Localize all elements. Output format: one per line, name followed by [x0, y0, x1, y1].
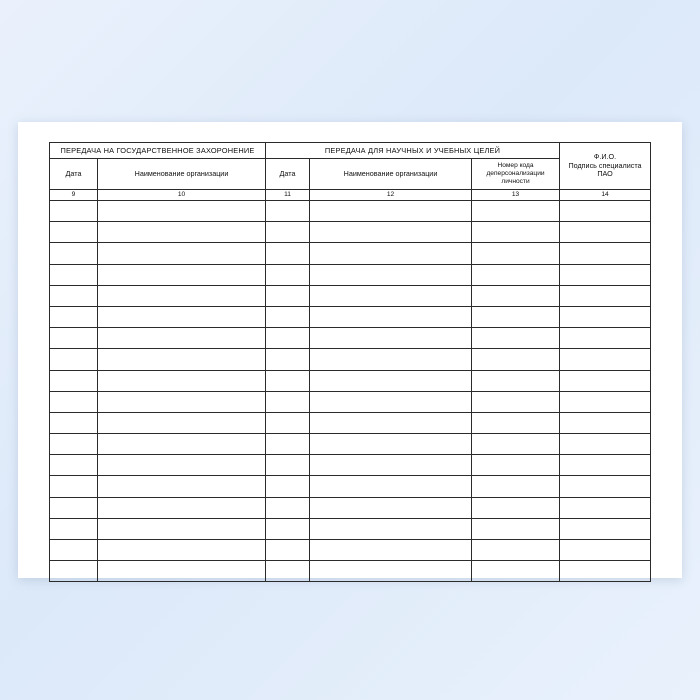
column-number-11: 11: [266, 190, 310, 201]
table-cell[interactable]: [472, 243, 560, 264]
table-cell[interactable]: [50, 243, 98, 264]
table-cell[interactable]: [472, 540, 560, 561]
table-cell[interactable]: [560, 201, 651, 222]
table-cell[interactable]: [98, 306, 266, 327]
table-row[interactable]: [50, 518, 651, 539]
registry-table: [49, 142, 651, 582]
table-cell[interactable]: [472, 497, 560, 518]
table-cell[interactable]: [50, 518, 98, 539]
table-cell[interactable]: [98, 243, 266, 264]
table-cell[interactable]: [50, 540, 98, 561]
table-cell[interactable]: [310, 412, 472, 433]
table-cell[interactable]: [50, 476, 98, 497]
table-cell[interactable]: [310, 434, 472, 455]
table-cell[interactable]: [560, 561, 651, 582]
table-cell[interactable]: [50, 412, 98, 433]
table-cell[interactable]: [560, 328, 651, 349]
column-number-10: 10: [98, 190, 266, 201]
table-cell[interactable]: [50, 201, 98, 222]
group-header-scientific-use: ПЕРЕДАЧА ДЛЯ НАУЧНЫХ И УЧЕБНЫХ ЦЕЛЕЙ: [266, 143, 560, 159]
table-cell[interactable]: [310, 561, 472, 582]
table-cell[interactable]: [98, 285, 266, 306]
table-row[interactable]: [50, 412, 651, 433]
table-row[interactable]: [50, 201, 651, 222]
table-cell[interactable]: [472, 349, 560, 370]
table-cell[interactable]: [560, 476, 651, 497]
table-body: [50, 201, 651, 582]
table-cell[interactable]: [310, 391, 472, 412]
table-cell[interactable]: [266, 285, 310, 306]
table-row[interactable]: [50, 391, 651, 412]
table-row[interactable]: [50, 540, 651, 561]
table-cell[interactable]: [310, 243, 472, 264]
table-cell[interactable]: [98, 476, 266, 497]
table-cell[interactable]: [310, 306, 472, 327]
table-cell[interactable]: [560, 412, 651, 433]
table-cell[interactable]: [560, 285, 651, 306]
table-cell[interactable]: [560, 434, 651, 455]
table-cell[interactable]: [310, 540, 472, 561]
table-cell[interactable]: [310, 285, 472, 306]
table-cell[interactable]: [472, 455, 560, 476]
paper-sheet: [18, 122, 682, 578]
table-cell[interactable]: [98, 349, 266, 370]
table-cell[interactable]: [266, 264, 310, 285]
table-cell[interactable]: [310, 328, 472, 349]
column-header-date-2: Дата: [266, 159, 310, 190]
group-header-row: [50, 143, 651, 159]
table-row[interactable]: [50, 285, 651, 306]
table-cell[interactable]: [560, 222, 651, 243]
table-cell[interactable]: [98, 328, 266, 349]
table-cell[interactable]: [310, 476, 472, 497]
table-cell[interactable]: [472, 370, 560, 391]
table-cell[interactable]: [98, 391, 266, 412]
table-cell[interactable]: [472, 201, 560, 222]
table-cell[interactable]: [98, 518, 266, 539]
table-cell[interactable]: [266, 497, 310, 518]
column-number-12: 12: [310, 190, 472, 201]
table-cell[interactable]: [266, 518, 310, 539]
table-cell[interactable]: [560, 540, 651, 561]
table-cell[interactable]: [266, 349, 310, 370]
table-row[interactable]: [50, 561, 651, 582]
column-number-14: 14: [560, 190, 651, 201]
table-cell[interactable]: [310, 455, 472, 476]
table-cell[interactable]: [50, 349, 98, 370]
table-row[interactable]: [50, 222, 651, 243]
table-row[interactable]: [50, 264, 651, 285]
table-cell[interactable]: [50, 391, 98, 412]
table-header: [50, 143, 651, 201]
table-row[interactable]: [50, 455, 651, 476]
table-cell[interactable]: [50, 455, 98, 476]
table-cell[interactable]: [266, 476, 310, 497]
column-header-depersonalization-code: Номер кода деперсонализации личности: [472, 159, 560, 190]
table-cell[interactable]: [472, 434, 560, 455]
table-row[interactable]: [50, 349, 651, 370]
table-row[interactable]: [50, 328, 651, 349]
table-cell[interactable]: [310, 518, 472, 539]
table-cell[interactable]: [310, 264, 472, 285]
table-cell[interactable]: [98, 434, 266, 455]
table-cell[interactable]: [50, 264, 98, 285]
table-cell[interactable]: [266, 222, 310, 243]
table-cell[interactable]: [310, 349, 472, 370]
table-cell[interactable]: [472, 391, 560, 412]
table-cell[interactable]: [560, 264, 651, 285]
table-cell[interactable]: [266, 243, 310, 264]
table-cell[interactable]: [310, 497, 472, 518]
column-number-13: 13: [472, 190, 560, 201]
table-cell[interactable]: [266, 328, 310, 349]
table-row[interactable]: [50, 497, 651, 518]
table-cell[interactable]: [472, 285, 560, 306]
table-cell[interactable]: [560, 370, 651, 391]
table-cell[interactable]: [98, 264, 266, 285]
table-row[interactable]: [50, 434, 651, 455]
table-cell[interactable]: [472, 518, 560, 539]
table-cell[interactable]: [310, 222, 472, 243]
table-cell[interactable]: [560, 306, 651, 327]
table-cell[interactable]: [50, 306, 98, 327]
table-cell[interactable]: [560, 349, 651, 370]
table-row[interactable]: [50, 476, 651, 497]
column-header-organization-2: Наименование организации: [310, 159, 472, 190]
signature-header-line2: Подпись специалиста ПАО: [568, 160, 642, 179]
table-cell[interactable]: [266, 370, 310, 391]
table-cell[interactable]: [50, 370, 98, 391]
table-cell[interactable]: [50, 561, 98, 582]
table-cell[interactable]: [98, 222, 266, 243]
table-cell[interactable]: [560, 455, 651, 476]
table-cell[interactable]: [266, 391, 310, 412]
column-header-organization-1: Наименование организации: [98, 159, 266, 190]
table-cell[interactable]: [266, 306, 310, 327]
table-cell[interactable]: [98, 455, 266, 476]
signature-header-line1: Ф.И.О.: [593, 152, 617, 162]
table-cell[interactable]: [560, 391, 651, 412]
table-cell[interactable]: [472, 328, 560, 349]
table-row[interactable]: [50, 243, 651, 264]
table-row[interactable]: [50, 306, 651, 327]
table-cell[interactable]: [472, 412, 560, 433]
table-cell[interactable]: [50, 328, 98, 349]
table-cell[interactable]: [310, 201, 472, 222]
column-header-date-1: Дата: [50, 159, 98, 190]
table-cell[interactable]: [266, 455, 310, 476]
column-header-specialist-signature: [560, 143, 651, 190]
table-cell[interactable]: [98, 561, 266, 582]
table-cell[interactable]: [50, 222, 98, 243]
table-cell[interactable]: [472, 222, 560, 243]
table-cell[interactable]: [266, 201, 310, 222]
column-number-9: 9: [50, 190, 98, 201]
table-cell[interactable]: [310, 370, 472, 391]
table-cell[interactable]: [50, 497, 98, 518]
table-cell[interactable]: [98, 412, 266, 433]
table-cell[interactable]: [266, 561, 310, 582]
table-cell[interactable]: [560, 497, 651, 518]
table-cell[interactable]: [472, 476, 560, 497]
table-cell[interactable]: [98, 201, 266, 222]
table-cell[interactable]: [266, 540, 310, 561]
table-cell[interactable]: [50, 434, 98, 455]
table-cell[interactable]: [560, 243, 651, 264]
table-cell[interactable]: [50, 285, 98, 306]
table-row[interactable]: [50, 370, 651, 391]
group-header-state-burial: ПЕРЕДАЧА НА ГОСУДАРСТВЕННОЕ ЗАХОРОНЕНИЕ: [50, 143, 266, 159]
table-cell[interactable]: [472, 264, 560, 285]
table-cell[interactable]: [472, 306, 560, 327]
table-cell[interactable]: [266, 412, 310, 433]
table-cell[interactable]: [560, 518, 651, 539]
table-cell[interactable]: [266, 434, 310, 455]
table-cell[interactable]: [472, 561, 560, 582]
table-cell[interactable]: [98, 370, 266, 391]
form-table-container: [49, 142, 650, 582]
column-number-row: [50, 190, 651, 201]
table-cell[interactable]: [98, 540, 266, 561]
table-cell[interactable]: [98, 497, 266, 518]
